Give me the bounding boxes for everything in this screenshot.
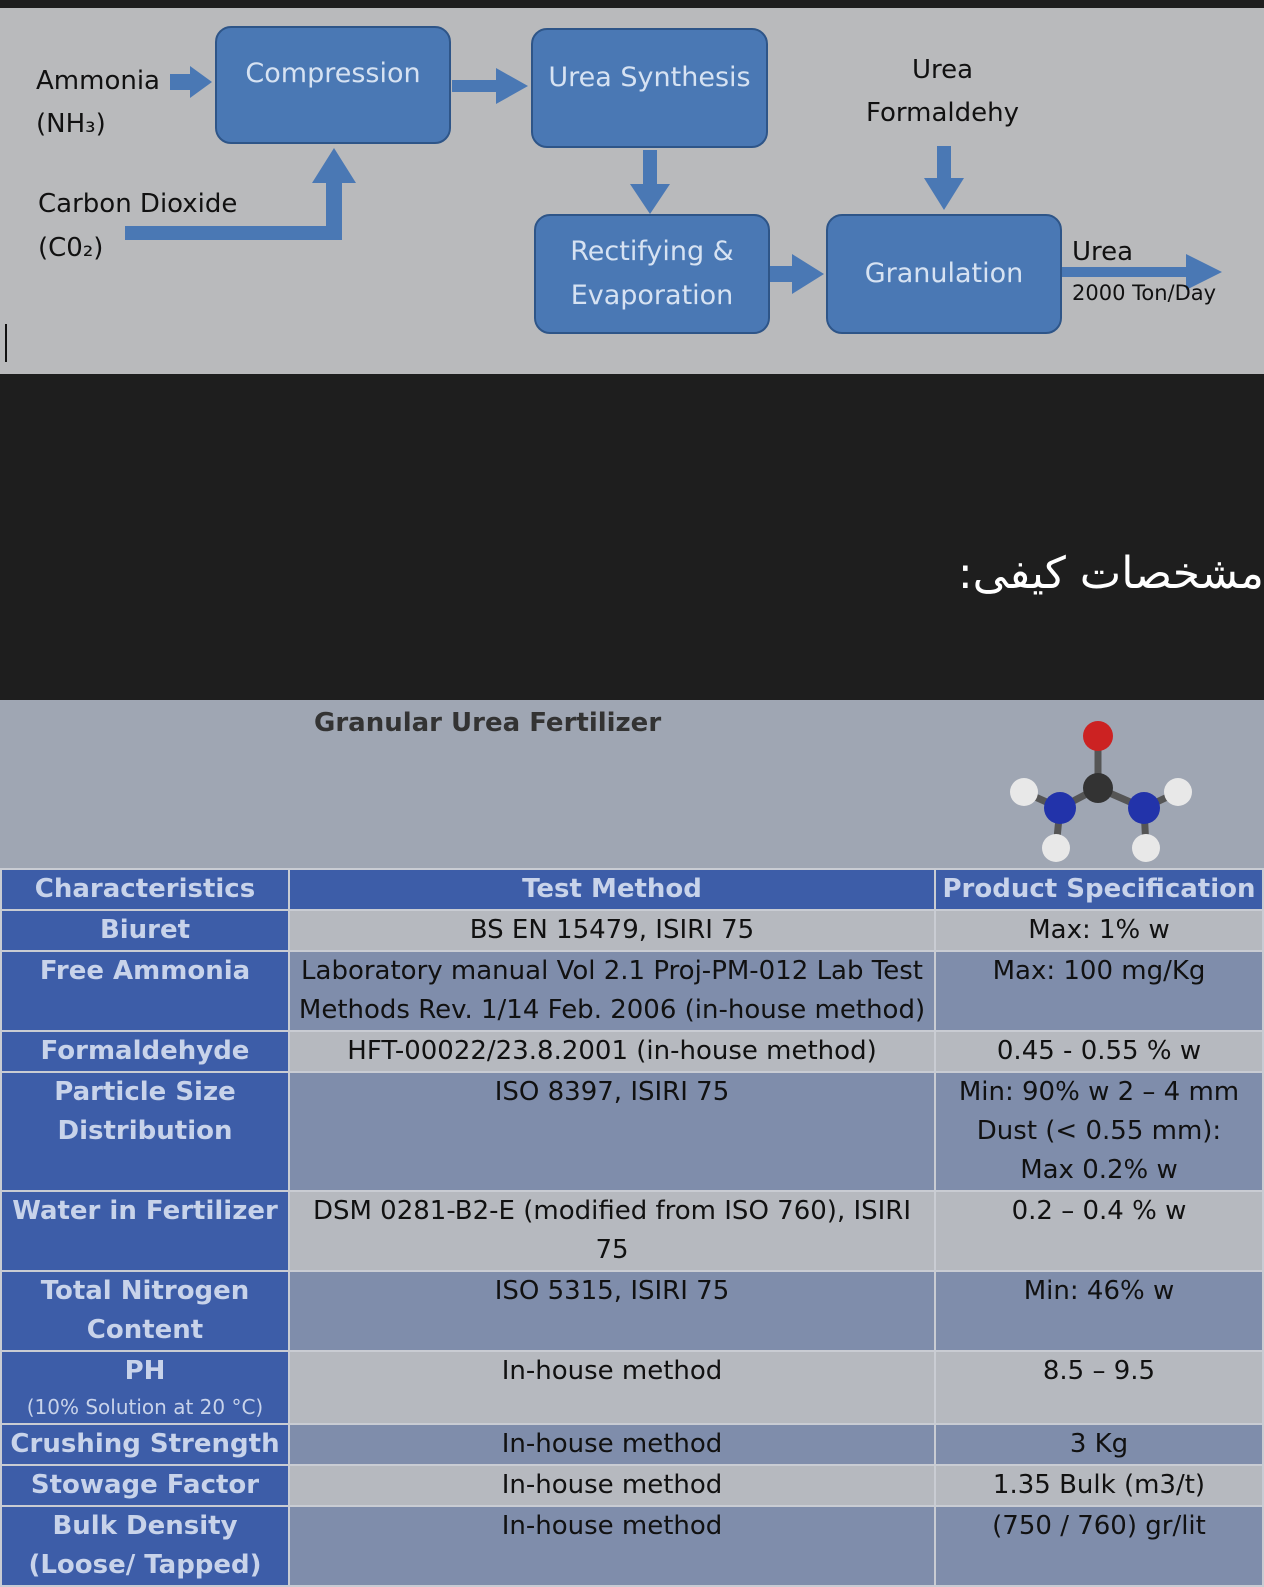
- arrow-ammonia-compression: [170, 66, 212, 98]
- cell-line: ISO 8397, ISIRI 75: [494, 1077, 730, 1107]
- spec-table: [0, 868, 1264, 1587]
- rectifying-label-1: Rectifying &: [570, 236, 734, 267]
- cell-line: PH: [124, 1356, 166, 1386]
- table-row: [1, 1191, 1263, 1271]
- cell-char: [1, 1351, 289, 1424]
- nitrogen-atom: [1044, 792, 1076, 824]
- cell-char: [1, 910, 289, 951]
- cell-method: [289, 910, 935, 951]
- cell-line: (750 / 760) gr/lit: [992, 1511, 1206, 1541]
- cell-line: In-house method: [501, 1429, 723, 1459]
- cell-char: [1, 1191, 289, 1271]
- cell-line: Crushing Strength: [10, 1429, 280, 1459]
- arrow-compression-synthesis: [452, 68, 528, 104]
- oxygen-atom: [1083, 721, 1113, 751]
- granulation-box: [826, 214, 1062, 334]
- co2-formula: (C0₂): [38, 233, 104, 263]
- granulation-label: Granulation: [864, 258, 1024, 289]
- cell-spec: [935, 910, 1263, 951]
- cell-line: Formaldehyde: [40, 1036, 250, 1066]
- cell-char: [1, 1424, 289, 1465]
- rectifying-label-2: Evaporation: [570, 280, 734, 311]
- table-row: [1, 1351, 1263, 1424]
- compression-box: [215, 26, 451, 144]
- cell-line: DSM 0281-B2-E (modified from ISO 760), ISIRI 75: [312, 1196, 912, 1265]
- cell-spec: [935, 1424, 1263, 1465]
- header-characteristics: Characteristics: [1, 869, 289, 910]
- cell-line: Bulk Density: [52, 1511, 238, 1541]
- cell-line: Distribution: [57, 1116, 233, 1146]
- uf-label-2: Formaldehy: [866, 98, 1020, 128]
- cell-note: (10% Solution at 20 °C): [26, 1395, 264, 1419]
- cell-line: HFT-00022/23.8.2001 (in-house method): [347, 1036, 877, 1066]
- cell-line: BS EN 15479, ISIRI 75: [469, 915, 755, 945]
- output-rate: 2000 Ton/Day: [1072, 281, 1217, 305]
- cell-spec: [935, 1351, 1263, 1424]
- arrow-uf-granulation: [924, 146, 964, 210]
- cell-method: [289, 1031, 935, 1072]
- process-flow-diagram: [0, 8, 1264, 374]
- table-row: [1, 1031, 1263, 1072]
- specification-panel: [0, 700, 1264, 1580]
- cell-spec: [935, 1506, 1263, 1586]
- header-product-specification: Product Specification: [935, 869, 1263, 910]
- header-test-method: Test Method: [289, 869, 935, 910]
- cell-line: Free Ammonia: [39, 956, 251, 986]
- cell-method: [289, 1072, 935, 1191]
- cell-line: Particle Size: [54, 1077, 236, 1107]
- compression-label: Compression: [245, 58, 421, 89]
- cell-line: Biuret: [99, 915, 191, 945]
- text-cursor: [5, 324, 7, 362]
- hydrogen-atom: [1132, 834, 1160, 862]
- section-heading: مشخصات کیفی:: [957, 548, 1264, 599]
- table-header-row: [1, 869, 1263, 910]
- hydrogen-atom: [1010, 778, 1038, 806]
- table-row: [1, 910, 1263, 951]
- table-row: [1, 1465, 1263, 1506]
- cell-method: [289, 1351, 935, 1424]
- cell-char: [1, 1465, 289, 1506]
- cell-line: Min: 46% w: [1023, 1276, 1175, 1306]
- cell-method: [289, 1506, 935, 1586]
- table-row: [1, 1506, 1263, 1586]
- urea-molecule-image: [1000, 710, 1200, 860]
- co2-label: Carbon Dioxide: [38, 189, 238, 219]
- cell-char: [1, 1506, 289, 1586]
- cell-line: 0.45 - 0.55 % w: [996, 1036, 1202, 1066]
- cell-line: Water in Fertilizer: [12, 1196, 278, 1226]
- uf-label-1: Urea: [912, 55, 974, 85]
- urea-synthesis-label: Urea Synthesis: [548, 62, 751, 93]
- cell-line: 3 Kg: [1069, 1429, 1129, 1459]
- output-label: Urea: [1072, 237, 1134, 267]
- cell-line: In-house method: [501, 1511, 723, 1541]
- cell-char: [1, 951, 289, 1031]
- ammonia-formula: (NH₃): [36, 109, 106, 139]
- table-row: [1, 1072, 1263, 1191]
- cell-line: Content: [86, 1315, 204, 1345]
- spec-title: Granular Urea Fertilizer: [314, 708, 662, 738]
- cell-line: In-house method: [501, 1470, 723, 1500]
- cell-spec: [935, 1465, 1263, 1506]
- cell-spec: [935, 951, 1263, 1031]
- cell-line: 8.5 – 9.5: [1042, 1356, 1156, 1386]
- cell-line: In-house method: [501, 1356, 723, 1386]
- urea-synthesis-box: [531, 28, 768, 148]
- cell-char: [1, 1271, 289, 1351]
- rectifying-box: [534, 214, 770, 334]
- cell-line: Dust (< 0.55 mm):: [976, 1116, 1222, 1146]
- cell-spec: [935, 1072, 1263, 1191]
- dark-separator: [0, 374, 1264, 700]
- cell-spec: [935, 1191, 1263, 1271]
- cell-char: [1, 1072, 289, 1191]
- cell-method: [289, 1191, 935, 1271]
- cell-line: ISO 5315, ISIRI 75: [494, 1276, 730, 1306]
- cell-method: [289, 1424, 935, 1465]
- cell-line: Laboratory manual Vol 2.1 Proj-PM-012 Lab Test: [301, 956, 923, 986]
- nitrogen-atom: [1128, 792, 1160, 824]
- hydrogen-atom: [1164, 778, 1192, 806]
- cell-line: Min: 90% w 2 – 4 mm: [958, 1077, 1240, 1107]
- cell-line: (Loose/ Tapped): [28, 1550, 262, 1580]
- cell-line: Total Nitrogen: [40, 1276, 250, 1306]
- cell-line: 0.2 – 0.4 % w: [1011, 1196, 1187, 1226]
- cell-method: [289, 951, 935, 1031]
- cell-line: Max: 1% w: [1028, 915, 1170, 945]
- ammonia-label: Ammonia: [36, 66, 160, 96]
- arrow-synthesis-rectifying: [630, 150, 670, 214]
- top-bar: [0, 0, 1264, 8]
- hydrogen-atom: [1042, 834, 1070, 862]
- cell-spec: [935, 1271, 1263, 1351]
- cell-line: Stowage Factor: [30, 1470, 260, 1500]
- cell-method: [289, 1271, 935, 1351]
- table-row: [1, 1271, 1263, 1351]
- arrow-rectifying-granulation: [770, 254, 824, 294]
- cell-line: 1.35 Bulk (m3/t): [992, 1470, 1206, 1500]
- table-row: [1, 1424, 1263, 1465]
- cell-line: Methods Rev. 1/14 Feb. 2006 (in-house method): [298, 995, 926, 1025]
- table-row: [1, 951, 1263, 1031]
- cell-method: [289, 1465, 935, 1506]
- cell-spec: [935, 1031, 1263, 1072]
- cell-line: Max: 100 mg/Kg: [992, 956, 1206, 986]
- carbon-atom: [1083, 773, 1113, 803]
- cell-char: [1, 1031, 289, 1072]
- cell-line: Max 0.2% w: [1020, 1155, 1178, 1185]
